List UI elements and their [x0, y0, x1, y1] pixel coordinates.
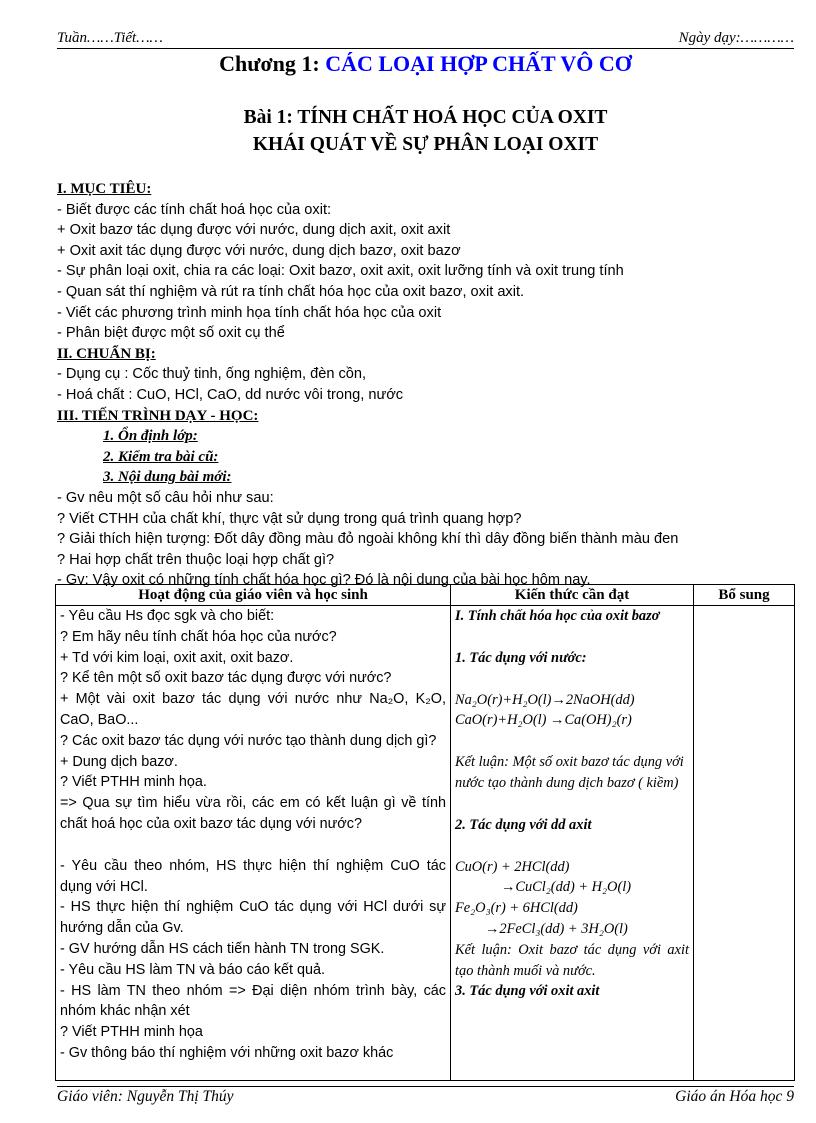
- objective-item: - Viết các phương trình minh họa tính chất hóa học của oxit: [57, 304, 442, 321]
- objective-item: - Biết được các tính chất hoá học của oxit:: [57, 201, 332, 218]
- chapter-name: CÁC LOẠI HỢP CHẤT VÔ CƠ: [325, 51, 632, 76]
- knowledge-cell: [451, 606, 694, 1081]
- equation: Fe₂O₃(r) + 6HCl(dd): [455, 900, 578, 917]
- equation: CuO(r) + 2HCl(dd): [455, 858, 570, 875]
- process-step: 2. Kiểm tra bài cũ:: [103, 448, 219, 465]
- chapter-prefix: Chương 1: [219, 51, 313, 76]
- activity-line: ? Các oxit bazơ tác dụng với nước tạo thành dung dịch gì?: [60, 732, 437, 749]
- lesson-body: [57, 179, 794, 591]
- spacer: [455, 669, 689, 690]
- activity-line: - GV hướng dẫn HS cách tiến hành TN trong SGK.: [60, 940, 385, 957]
- equation: Na₂O(r)+H₂O(l)→2NaOH(dd): [455, 691, 635, 708]
- intro-line: ? Hai hợp chất trên thuộc loại hợp chất gì?: [57, 551, 335, 568]
- objective-item: - Phân biệt được một số oxit cụ thể: [57, 325, 285, 342]
- intro-line: - Gv: Vậy oxit có những tính chất hóa học gì? Đó là nội dung của bài học hôm nay.: [57, 572, 591, 589]
- activity-line: + Dung dịch bazơ.: [60, 753, 178, 770]
- activity-line: - Yêu cầu theo nhóm, HS thực hiện thí nghiệm CuO tác dụng với HCl.: [60, 857, 446, 895]
- activity-line: - Yêu cầu HS làm TN và báo cáo kết quả.: [60, 961, 326, 978]
- spacer: [455, 794, 689, 815]
- activity-line: + Td với kim loại, oxit axit, oxit bazơ.: [60, 649, 294, 666]
- page-header: [57, 30, 794, 49]
- knowledge-subheading: 2. Tác dụng với dd axit: [455, 816, 592, 833]
- knowledge-heading: I. Tính chất hóa học của oxit bazơ: [455, 608, 660, 624]
- col-header-knowledge: Kiến thức cần đạt: [451, 585, 694, 606]
- knowledge-conclusion: Kết luận: Oxit bazơ tác dụng với axit tạo thành muối và nước.: [455, 941, 689, 979]
- activity-line: ? Kể tên một số oxit bazơ tác dụng được với nước?: [60, 670, 392, 687]
- lesson-title: [57, 104, 794, 158]
- lesson-title-line1: Bài 1: TÍNH CHẤT HOÁ HỌC CỦA OXIT: [243, 107, 608, 128]
- chapter-title: [57, 51, 794, 77]
- activity-line: - Gv thông báo thí nghiệm với những oxit bazơ khác: [60, 1044, 394, 1061]
- knowledge-conclusion: Kết luận: Một số oxit bazơ tác dụng với nước tạo thành dung dịch bazơ ( kiềm): [455, 754, 684, 791]
- activity-line: - Yêu cầu Hs đọc sgk và cho biết:: [60, 608, 275, 624]
- process-step: 1. Ổn định lớp:: [103, 428, 198, 445]
- header-teaching-date: Ngày dạy:…………: [678, 30, 794, 46]
- objectives-title: I. MỤC TIÊU:: [57, 181, 152, 197]
- lesson-table: [55, 584, 795, 1081]
- objective-item: - Quan sát thí nghiệm và rút ra tính chất hóa học của oxit bazơ, oxit axit.: [57, 283, 525, 300]
- prep-title: II. CHUẨN BỊ:: [57, 345, 156, 362]
- activity-line: ? Em hãy nêu tính chất hóa học của nước?: [60, 628, 337, 645]
- intro-line: ? Giải thích hiện tượng: Đốt dây đồng màu đỏ ngoài không khí thì dây đồng biến thành màu đen: [57, 531, 679, 548]
- table-row: [56, 606, 795, 1081]
- activity-line: - HS làm TN theo nhóm => Đại diện nhóm trình bày, các nhóm khác nhận xét: [60, 982, 446, 1020]
- activity-line: + Một vài oxit bazơ tác dụng với nước như Na₂O, K₂O, CaO, BaO...: [60, 691, 446, 728]
- document-page: [57, 0, 794, 1123]
- spacer: [455, 731, 689, 752]
- intro-line: - Gv nêu một số câu hỏi như sau:: [57, 489, 274, 506]
- equation: →2FeCl₃(dd) + 3H₂O(l): [485, 920, 628, 937]
- equation: →CuCl₂(dd) + H₂O(l): [501, 879, 632, 896]
- process-step: 3. Nội dung bài mới:: [103, 469, 232, 486]
- activities-cell: [56, 606, 451, 1081]
- intro-line: ? Viết CTHH của chất khí, thực vật sử dụng trong quá trình quang hợp?: [57, 510, 522, 527]
- activity-line: ? Viết PTHH minh họa.: [60, 774, 207, 791]
- spacer: [455, 627, 689, 648]
- prep-item: - Dụng cụ : Cốc thuỷ tinh, ống nghiệm, đèn cồn,: [57, 366, 367, 383]
- lesson-title-line2: KHÁI QUÁT VỀ SỰ PHÂN LOẠI OXIT: [252, 134, 599, 155]
- knowledge-subheading: 3. Tác dụng với oxit axit: [455, 983, 600, 1000]
- activity-line: - HS thực hiện thí nghiệm CuO tác dụng với HCl dưới sự hướng dẫn của Gv.: [60, 899, 446, 937]
- footer-teacher: Giáo viên: Nguyễn Thị Thúy: [57, 1088, 234, 1105]
- activity-line: ? Viết PTHH minh họa: [60, 1024, 203, 1041]
- notes-cell: [694, 606, 795, 1081]
- objective-item: + Oxit axit tác dụng được với nước, dung dịch bazơ, oxit bazơ: [57, 242, 461, 259]
- equation: CaO(r)+H₂O(l) →Ca(OH)₂(r): [455, 712, 632, 729]
- chapter-separator: :: [312, 51, 326, 76]
- page-footer: [57, 1086, 794, 1105]
- activity-line: => Qua sự tìm hiểu vừa rồi, các em có kết luận gì về tính chất hoá học của oxit bazơ tác dụng với nước?: [60, 795, 446, 832]
- footer-subject: Giáo án Hóa học 9: [675, 1088, 794, 1105]
- table-header-row: [56, 585, 795, 606]
- col-header-activities: Hoạt động của giáo viên và học sinh: [56, 585, 451, 606]
- header-week-period: Tuần……Tiết……: [57, 30, 163, 46]
- knowledge-subheading: 1. Tác dụng với nước:: [455, 649, 587, 666]
- spacer: [60, 835, 446, 856]
- prep-item: - Hoá chất : CuO, HCl, CaO, dd nước vôi trong, nước: [57, 386, 404, 403]
- spacer: [455, 836, 689, 857]
- objective-item: + Oxit bazơ tác dụng được với nước, dung dịch axit, oxit axit: [57, 222, 451, 239]
- col-header-notes: Bổ sung: [694, 585, 795, 606]
- objective-item: - Sự phân loại oxit, chia ra các loại: Oxit bazơ, oxit axit, oxit lưỡng tính và oxit trung tính: [57, 263, 624, 280]
- process-title: III. TIẾN TRÌNH DẠY - HỌC:: [57, 407, 259, 424]
